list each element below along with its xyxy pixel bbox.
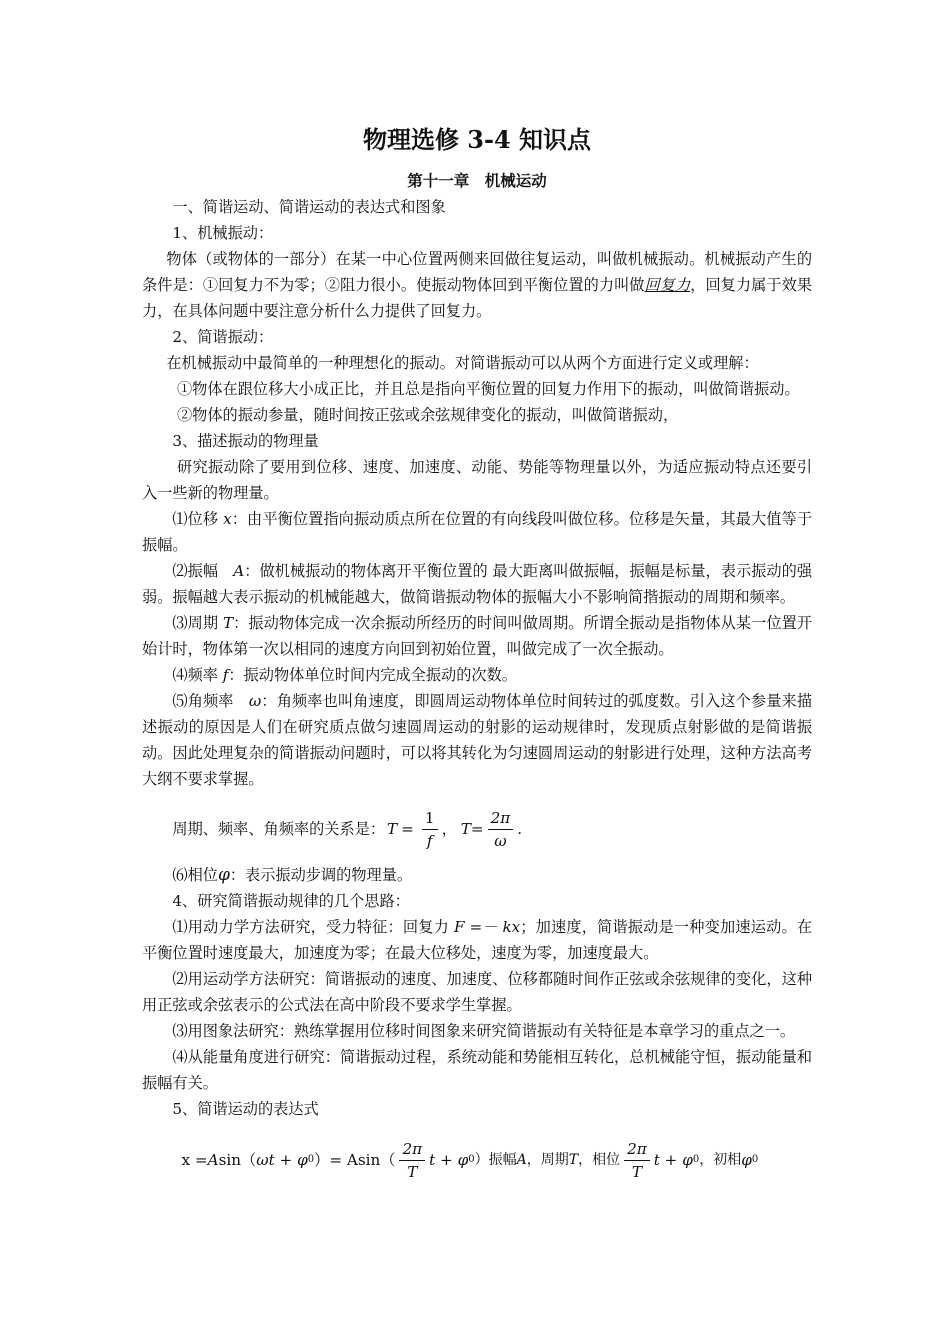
paragraph-simple-harmonic: 在机械振动中最简单的一种理想化的振动。对简谐振动可以从两个方面进行定义或理解： bbox=[166, 354, 759, 372]
fraction-one-over-f: $\frac{1}{f}$ bbox=[422, 807, 438, 852]
document-title: 物理选修 3-4 知识点 bbox=[362, 125, 592, 154]
fraction-two-pi-over-omega: $\frac{2\pi}{\omega}$ bbox=[488, 807, 514, 852]
subheading-3: 3、描述振动的物理量 bbox=[172, 432, 319, 450]
subheading-4: 4、研究简谐振动规律的几个思路： bbox=[172, 892, 410, 910]
subheading-1: 1、机械振动： bbox=[172, 224, 274, 242]
paragraph-shm-def-1: ①物体在跟位移大小成正比，并且总是指向平衡位置的回复力作用下的振动，叫做简谐振动。 bbox=[176, 380, 800, 398]
paragraph-kinematics-method: ⑵用运动学方法研究：简谐振动的速度、加速度、位移都随时间作正弦或余弦规律的变化，这种用正弦或余弦表示的公式法在高中阶段不要求学生掌握。 bbox=[142, 970, 812, 1014]
paragraph-quantities-intro: 研究振动除了要用到位移、速度、加速度、动能、势能等物理量以外，为适应振动特点还要引入一些新的物理量。 bbox=[142, 458, 812, 502]
shm-expression: x = A sin（ ωt + φ 0 ）= Asin（ $\frac{2\pi}{T}$ t + φ 0 ）振幅 A ，周期 T ，相位 $\frac{2\pi}{T}$ t + φ 0 ，初相 φ 0 bbox=[181, 1139, 759, 1181]
subheading-5: 5、简谐运动的表达式 bbox=[172, 1100, 319, 1118]
paragraph-phase: ⑹相位φ：表示振动步调的物理量。 bbox=[172, 865, 413, 885]
fraction-two-pi-over-T: $\frac{2\pi}{T}$ bbox=[399, 1138, 425, 1183]
paragraph-amplitude: ⑵振幅 A：做机械振动的物体离开平衡位置的 最大距离叫做振幅，振幅是标量，表示振动的强弱。振幅越大表示振动的机械能越大，做简谐振动物体的振幅大小不影响简揩振动的周期和频率。 bbox=[142, 562, 813, 606]
paragraph-graph-method: ⑶用图象法研究：熟练掌握用位移时间图象来研究简谐振动有关特征是本章学习的重点之一。 bbox=[172, 1022, 796, 1040]
fraction-phase-two-pi-over-T: $\frac{2\pi}{T}$ bbox=[624, 1138, 650, 1183]
chapter-heading: 第十一章 机械运动 bbox=[407, 171, 547, 190]
paragraph-dynamics-method: ⑴用动力学方法研究，受力特征：回复力 F =－ kx；加速度，简谐振动是一种变加速运动。在平衡位置时速度最大，加速度为零；在最大位移处，速度为零，加速度最大。 bbox=[142, 918, 813, 962]
paragraph-angular-frequency: ⑸角频率 ω：角频率也叫角速度，即圆周运动物体单位时间转过的弧度数。引入这个参量来描述振动的原因是人们在研究质点做匀速圆周运动的射影的运动规律时，发现质点射影做的是简谐振动。因此处理复杂的简谐振动问题时，可以将其转化为匀速圆周运动的射影进行处理，这种方法高考大纲不要求掌握。 bbox=[142, 692, 813, 788]
paragraph-frequency: ⑷频率 f：振动物体单位时间内完成全振动的次数。 bbox=[172, 666, 517, 684]
term-restoring-force: 回复力 bbox=[644, 276, 691, 294]
paragraph-displacement: ⑴位移 x：由平衡位置指向振动质点所在位置的有向线段叫做位移。位移是矢量，其最大值等于振幅。 bbox=[142, 510, 813, 554]
relation-formula: 周期、频率、角频率的关系是： T = $\frac{1}{f}$ ， T= $\frac{2\pi}{\omega}$ . bbox=[172, 808, 523, 850]
subheading-2: 2、简谐振动： bbox=[172, 328, 274, 346]
document-body bbox=[142, 122, 812, 1188]
section-heading: 一、简谐运动、简谐运动的表达式和图象 bbox=[172, 198, 446, 216]
paragraph-shm-def-2: ②物体的振动参量，随时间按正弦或余弦规律变化的振动，叫做简谐振动， bbox=[176, 406, 679, 424]
paragraph-energy-method: ⑷从能量角度进行研究：简谐振动过程，系统动能和势能相互转化，总机械能守恒，振动能量和振幅有关。 bbox=[142, 1048, 812, 1092]
paragraph-mechanical-vibration: 物体（或物体的一部分）在某一中心位置两侧来回做往复运动，叫做机械振动。机械振动产生的条件是：①回复力不为零；②阻力很小。使振动物体回到平衡位置的力叫做回复力，回复力属于效果力，在具体问题中要注意分析什么力提供了回复力。 bbox=[142, 250, 813, 320]
paragraph-period: ⑶周期 T：振动物体完成一次余振动所经历的时间叫做周期。所谓全振动是指物体从某一位置开始计时，物体第一次以相同的速度方向回到初始位置，叫做完成了一次全振动。 bbox=[142, 614, 813, 658]
